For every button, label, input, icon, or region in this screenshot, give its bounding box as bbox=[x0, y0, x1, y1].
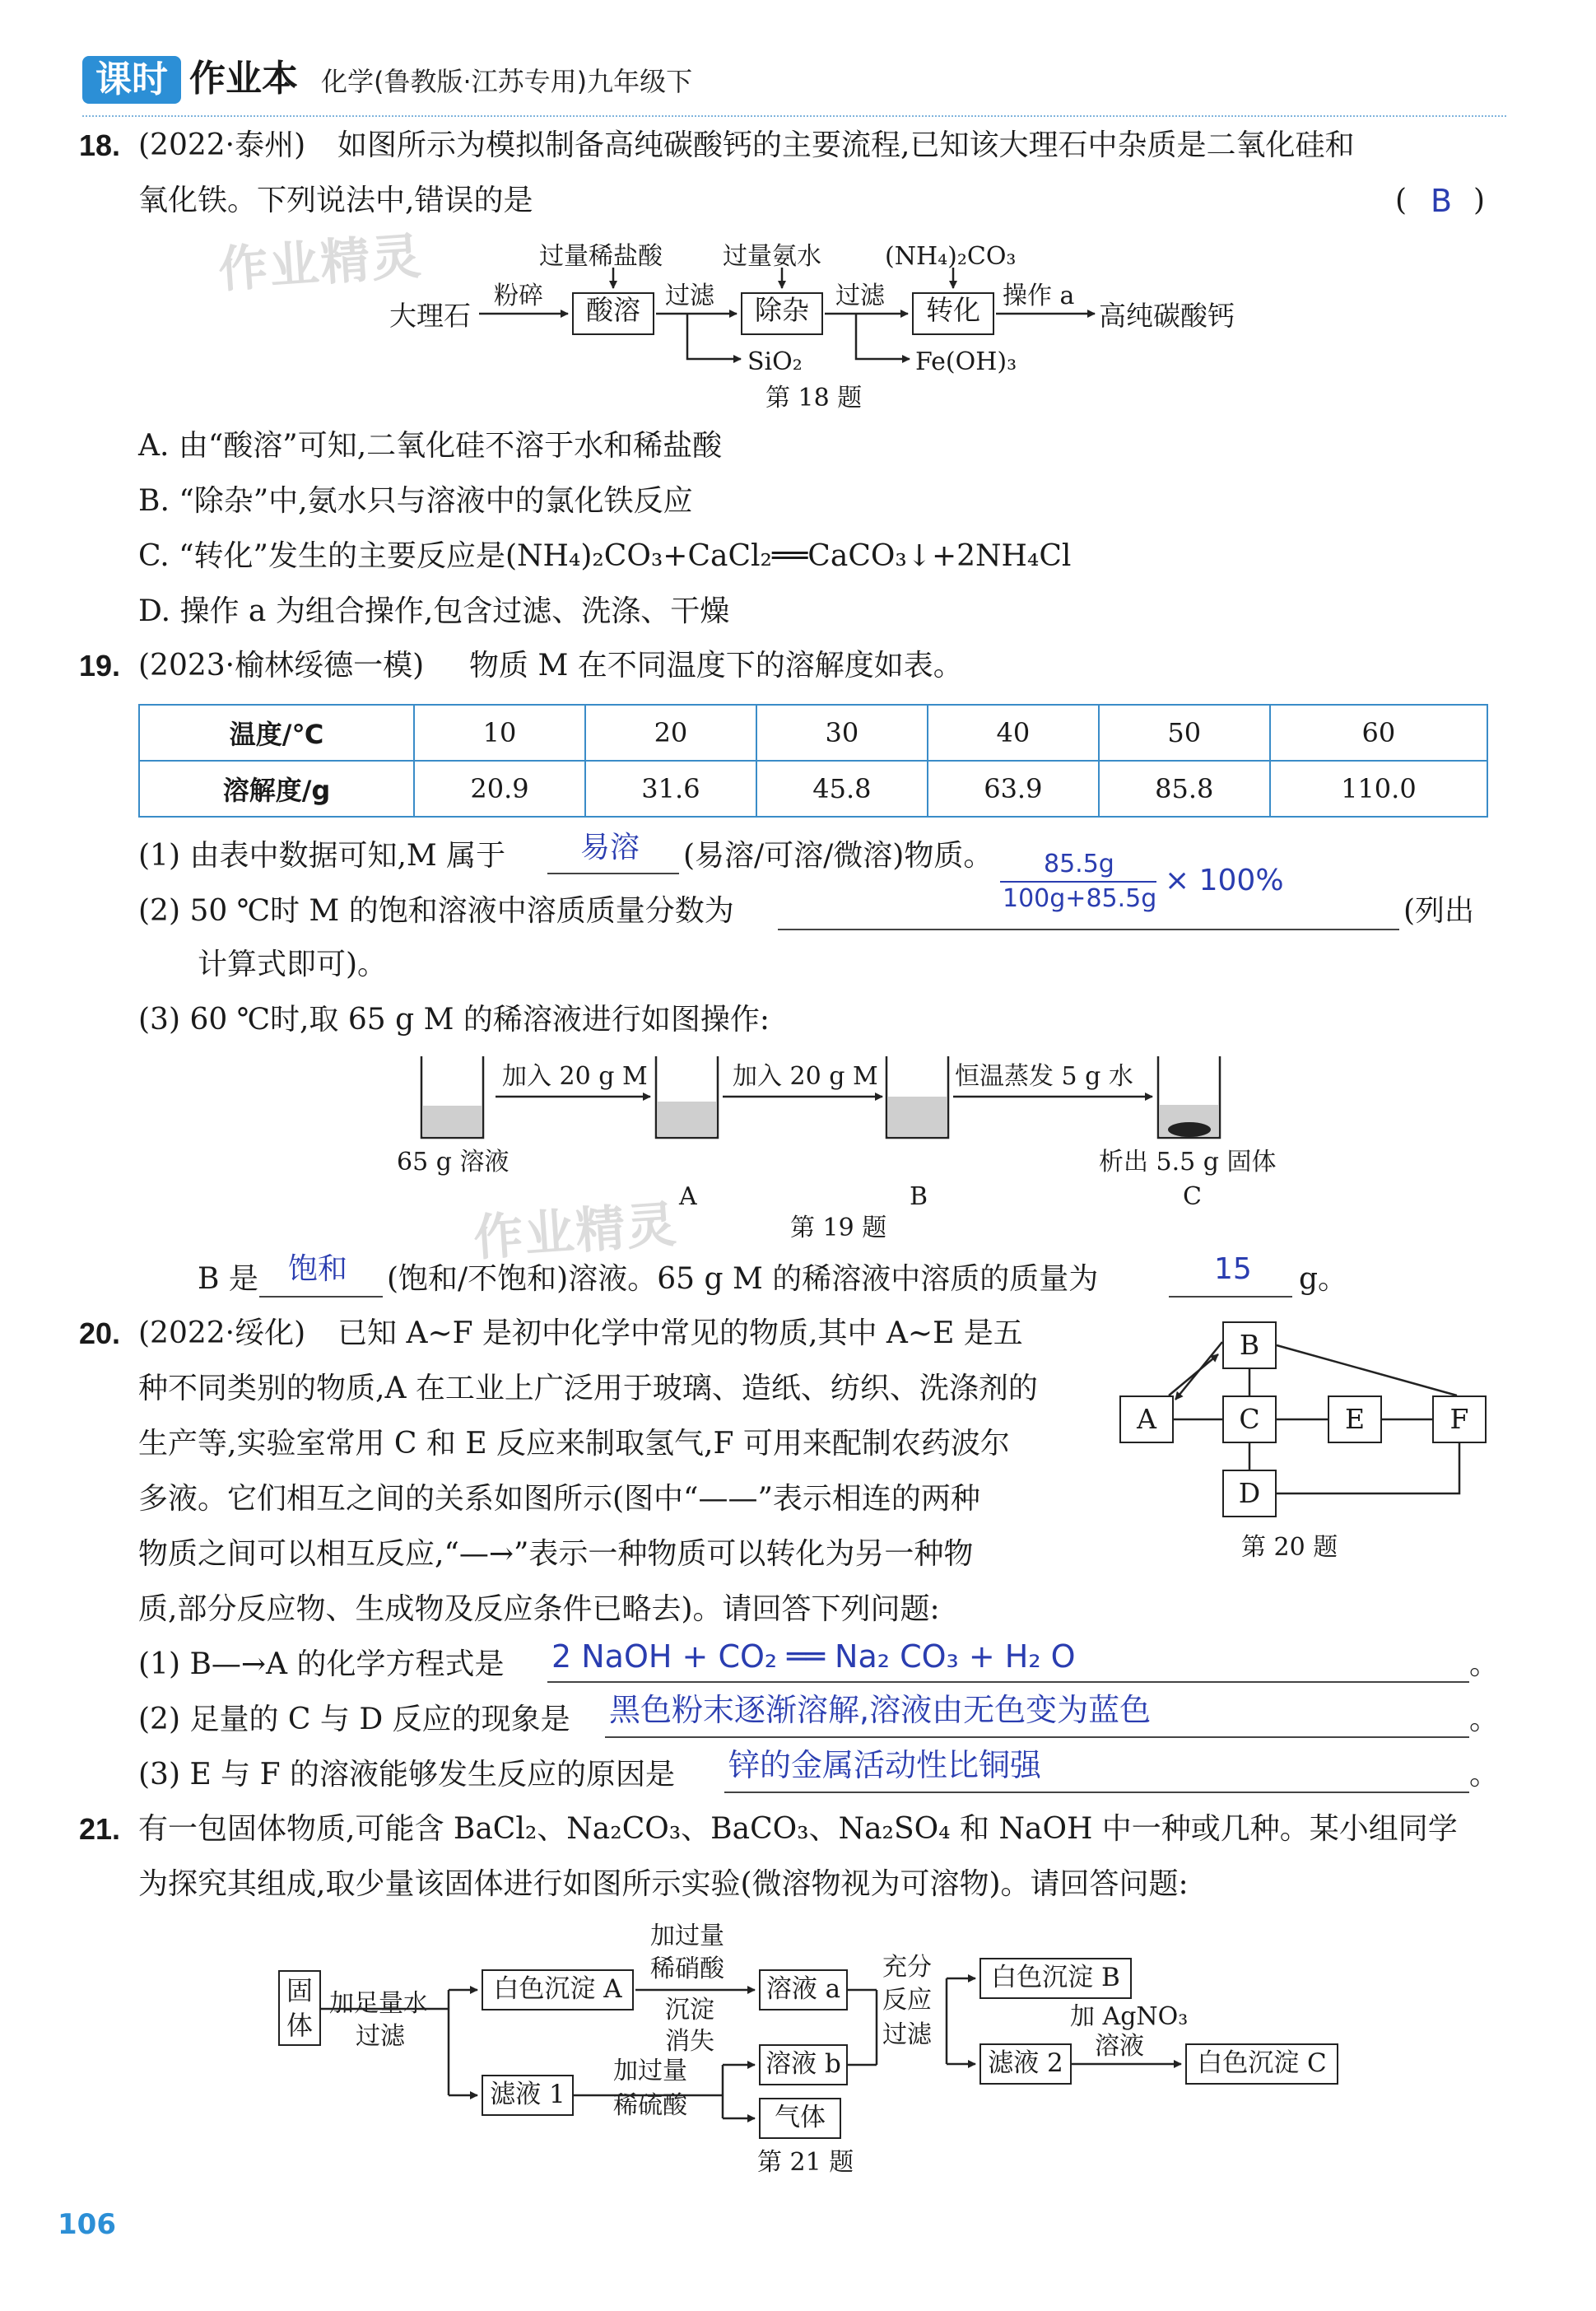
row-header: 温度/℃ bbox=[139, 705, 414, 761]
fraction-denominator: 100g+85.5g bbox=[1003, 884, 1157, 913]
watermark: 作业精灵 bbox=[216, 227, 425, 300]
watermark: 作业精灵 bbox=[472, 1195, 680, 1268]
table-cell: 40 bbox=[928, 705, 1099, 761]
relation-line bbox=[1277, 1345, 1457, 1395]
answer-choice: B bbox=[1431, 183, 1453, 219]
sub-question: B 是 bbox=[198, 1262, 258, 1296]
flow-reagent: 加过量 bbox=[613, 2057, 687, 2085]
flow-result: 沉淀 bbox=[665, 1996, 714, 2024]
table-cell: 30 bbox=[756, 705, 928, 761]
question-stem: 物质 M 在不同温度下的溶解度如表。 bbox=[469, 649, 963, 683]
sub-question: (2) 足量的 C 与 D 反应的现象是 bbox=[138, 1703, 570, 1736]
figure-caption: 第 19 题 bbox=[790, 1214, 887, 1242]
node-d: D bbox=[1222, 1470, 1277, 1517]
flow-box-solid: 固体 bbox=[278, 1970, 321, 2046]
answer-paren: ( bbox=[1395, 184, 1408, 217]
flow-step: 过滤 bbox=[356, 2022, 405, 2051]
flow-arrow bbox=[856, 314, 910, 359]
question-stem: 为探究其组成,取少量该固体进行如图所示实验(微溶物视为可溶物)。请回答问题: bbox=[138, 1867, 1189, 1901]
precipitate-icon bbox=[1168, 1122, 1211, 1137]
flow-box-sol-b: 溶液 b bbox=[759, 2044, 848, 2085]
flow-box-ppt-c: 白色沉淀 C bbox=[1185, 2043, 1338, 2085]
question-stem: 种不同类别的物质,A 在工业上广泛用于玻璃、造纸、纺织、洗涤剂的 bbox=[138, 1372, 1038, 1405]
arrow-label: 加入 20 g M bbox=[502, 1062, 648, 1091]
flow-box-filtrate1: 滤液 1 bbox=[482, 2075, 574, 2116]
flow-box-sol-a: 溶液 a bbox=[759, 1969, 848, 2010]
table-cell: 20 bbox=[585, 705, 756, 761]
question-stem: 已知 A~F 是初中化学中常见的物质,其中 A~E 是五 bbox=[337, 1316, 1023, 1350]
handwritten-answer: 易溶 bbox=[580, 831, 640, 864]
sub-question: (饱和/不饱和)溶液。65 g M 的稀溶液中溶质的质量为 bbox=[387, 1262, 1099, 1296]
table-cell: 63.9 bbox=[928, 761, 1099, 817]
flow-step: 过滤 bbox=[665, 282, 714, 310]
table-cell: 110.0 bbox=[1270, 761, 1487, 817]
flow-box: 除杂 bbox=[741, 292, 823, 335]
sub-question: (3) 60 ℃时,取 65 g M 的稀溶液进行如图操作: bbox=[138, 1003, 770, 1037]
sub-question: (列出 bbox=[1403, 894, 1475, 928]
flow-reagent: 过量氨水 bbox=[723, 242, 821, 271]
flow-reagent: 稀硝酸 bbox=[650, 1955, 724, 1983]
table-cell: 10 bbox=[414, 705, 585, 761]
solid-crystals bbox=[1168, 1122, 1211, 1137]
logo: 课时 bbox=[82, 56, 181, 104]
figure-caption: 第 20 题 bbox=[1241, 1533, 1338, 1562]
option-b: B. “除杂”中,氨水只与溶液中的氯化铁反应 bbox=[138, 484, 693, 518]
table-cell: 31.6 bbox=[585, 761, 756, 817]
flow-step: 加足量水 bbox=[329, 1989, 428, 2018]
flow-step: 充分 bbox=[882, 1953, 932, 1982]
option-d: D. 操作 a 为组合操作,包含过滤、洗涤、干燥 bbox=[138, 594, 730, 628]
flow-arrow bbox=[687, 314, 741, 359]
sub-question: (1) 由表中数据可知,M 属于 bbox=[138, 839, 506, 873]
flow-step: 过滤 bbox=[835, 282, 885, 310]
flow-start: 大理石 bbox=[389, 300, 471, 332]
flow-box-ppt-a: 白色沉淀 A bbox=[482, 1969, 634, 2010]
table-cell: 85.8 bbox=[1099, 761, 1270, 817]
option-a: A. 由“酸溶”可知,二氧化硅不溶于水和稀盐酸 bbox=[138, 429, 723, 463]
node-f: F bbox=[1432, 1395, 1487, 1443]
node-c: C bbox=[1222, 1395, 1277, 1443]
node-b: B bbox=[1222, 1321, 1277, 1369]
sub-question: (2) 50 ℃时 M 的饱和溶液中溶质质量分数为 bbox=[138, 894, 734, 928]
handwritten-answer: 黑色粉末逐渐溶解,溶液由无色变为蓝色 bbox=[609, 1692, 1152, 1728]
question-number: 18. bbox=[79, 128, 121, 162]
question-stem: 如图所示为模拟制备高纯碳酸钙的主要流程,已知该大理石中杂质是二氧化硅和 bbox=[337, 128, 1355, 162]
arrow-label: 加入 20 g M bbox=[733, 1062, 878, 1091]
page-number: 106 bbox=[58, 2208, 116, 2241]
figure-caption: 第 21 题 bbox=[757, 2148, 854, 2177]
flow-reagent: 过量稀盐酸 bbox=[539, 242, 663, 271]
flow-box: 转化 bbox=[912, 292, 994, 335]
flow-box-ppt-b: 白色沉淀 B bbox=[979, 1958, 1132, 1999]
flow-byproduct: SiO₂ bbox=[747, 347, 803, 376]
solution-level bbox=[888, 1097, 947, 1136]
table-cell: 45.8 bbox=[756, 761, 928, 817]
flow-end: 高纯碳酸钙 bbox=[1099, 300, 1235, 332]
answer-paren: ) bbox=[1473, 184, 1486, 217]
sentence-end: 。 bbox=[1469, 1703, 1500, 1736]
node-e: E bbox=[1328, 1395, 1382, 1443]
question-stem: 质,部分反应物、生成物及反应条件已略去)。请回答下列问题: bbox=[138, 1592, 940, 1626]
handwritten-answer: 2 NaOH + CO₂ ══ Na₂ CO₃ + H₂ O bbox=[551, 1638, 1076, 1675]
table-cell: 50 bbox=[1099, 705, 1270, 761]
solution-level bbox=[423, 1106, 482, 1136]
handwritten-answer: 饱和 bbox=[288, 1252, 348, 1286]
flow-box: 酸溶 bbox=[572, 292, 654, 335]
option-c: C. “转化”发生的主要反应是(NH₄)₂CO₃+CaCl₂══CaCO₃↓+2NH₄Cl bbox=[138, 539, 1072, 573]
beaker-label: C bbox=[1183, 1182, 1202, 1211]
sub-question: g。 bbox=[1299, 1262, 1348, 1296]
question-stem: 多液。它们相互之间的关系如图所示(图中“——”表示相连的两种 bbox=[138, 1482, 980, 1516]
question-source: (2022·绥化) bbox=[138, 1316, 306, 1350]
sentence-end: 。 bbox=[1469, 1647, 1500, 1681]
flow-result: 消失 bbox=[665, 2027, 714, 2056]
flow-reagent: 加过量 bbox=[650, 1922, 724, 1950]
question-stem: 物质之间可以相互反应,“—→”表示一种物质可以转化为另一种物 bbox=[138, 1537, 974, 1571]
flow-byproduct: Fe(OH)₃ bbox=[915, 347, 1017, 376]
solution-fill bbox=[423, 1097, 1218, 1136]
flow-box-filtrate2: 滤液 2 bbox=[979, 2043, 1072, 2085]
sub-question: 计算式即可)。 bbox=[198, 948, 388, 981]
question-source: (2023·榆林绥德一模) bbox=[138, 649, 425, 683]
flow-reagent: 加 AgNO₃ bbox=[1070, 2002, 1189, 2031]
beaker-label: A bbox=[679, 1182, 697, 1211]
beaker-label: B bbox=[910, 1182, 928, 1211]
sub-question: (1) B—→A 的化学方程式是 bbox=[138, 1647, 505, 1681]
arrow-label: 恒温蒸发 5 g 水 bbox=[955, 1062, 1133, 1091]
book-title: 作业本 bbox=[189, 58, 298, 100]
flow-reagent: 溶液 bbox=[1095, 2032, 1144, 2061]
question-source: (2022·泰州) bbox=[138, 128, 306, 162]
flow-step: 过滤 bbox=[882, 2020, 932, 2049]
question-stem: 氧化铁。下列说法中,错误的是 bbox=[138, 184, 533, 217]
flow-step: 操作 a bbox=[1003, 282, 1075, 310]
flow-reagent: 稀硫酸 bbox=[613, 2091, 687, 2120]
sentence-end: 。 bbox=[1469, 1758, 1500, 1791]
sub-question: (易溶/可溶/微溶)物质。 bbox=[683, 839, 993, 873]
row-header: 溶解度/g bbox=[139, 761, 414, 817]
relation-line bbox=[1277, 1443, 1459, 1493]
table-cell: 20.9 bbox=[414, 761, 585, 817]
question-stem: 生产等,实验室常用 C 和 E 反应来制取氢气,F 可用来配制农药波尔 bbox=[138, 1427, 1010, 1461]
flow-box-gas: 气体 bbox=[759, 2098, 841, 2139]
flow-reagent: (NH₄)₂CO₃ bbox=[885, 242, 1017, 271]
sub-question: (3) E 与 F 的溶液能够发生反应的原因是 bbox=[138, 1758, 676, 1791]
beaker-label: 析出 5.5 g 固体 bbox=[1099, 1148, 1277, 1176]
handwritten-answer: 锌的金属活动性比铜强 bbox=[728, 1747, 1042, 1783]
fraction-multiplier: × 100% bbox=[1165, 864, 1284, 897]
handwritten-answer: 15 bbox=[1214, 1252, 1252, 1286]
beaker-label: 65 g 溶液 bbox=[397, 1148, 510, 1176]
flow-step: 反应 bbox=[882, 1986, 932, 2015]
question-number: 20. bbox=[79, 1316, 121, 1350]
question-number: 19. bbox=[79, 649, 121, 683]
subject-title: 化学(鲁教版·江苏专用)九年级下 bbox=[321, 66, 693, 97]
table-cell: 60 bbox=[1270, 705, 1487, 761]
fraction-numerator: 85.5g bbox=[1044, 850, 1114, 878]
conversion-arrow bbox=[1169, 1354, 1218, 1395]
question-number: 21. bbox=[79, 1812, 121, 1846]
figure-caption: 第 18 题 bbox=[765, 384, 863, 412]
question-stem: 有一包固体物质,可能含 BaCl₂、Na₂CO₃、BaCO₃、Na₂SO₄ 和 NaOH 中一种或几种。某小组同学 bbox=[138, 1812, 1458, 1846]
node-a: A bbox=[1119, 1395, 1174, 1443]
flow-step: 粉碎 bbox=[494, 282, 543, 310]
solution-level bbox=[658, 1102, 716, 1136]
